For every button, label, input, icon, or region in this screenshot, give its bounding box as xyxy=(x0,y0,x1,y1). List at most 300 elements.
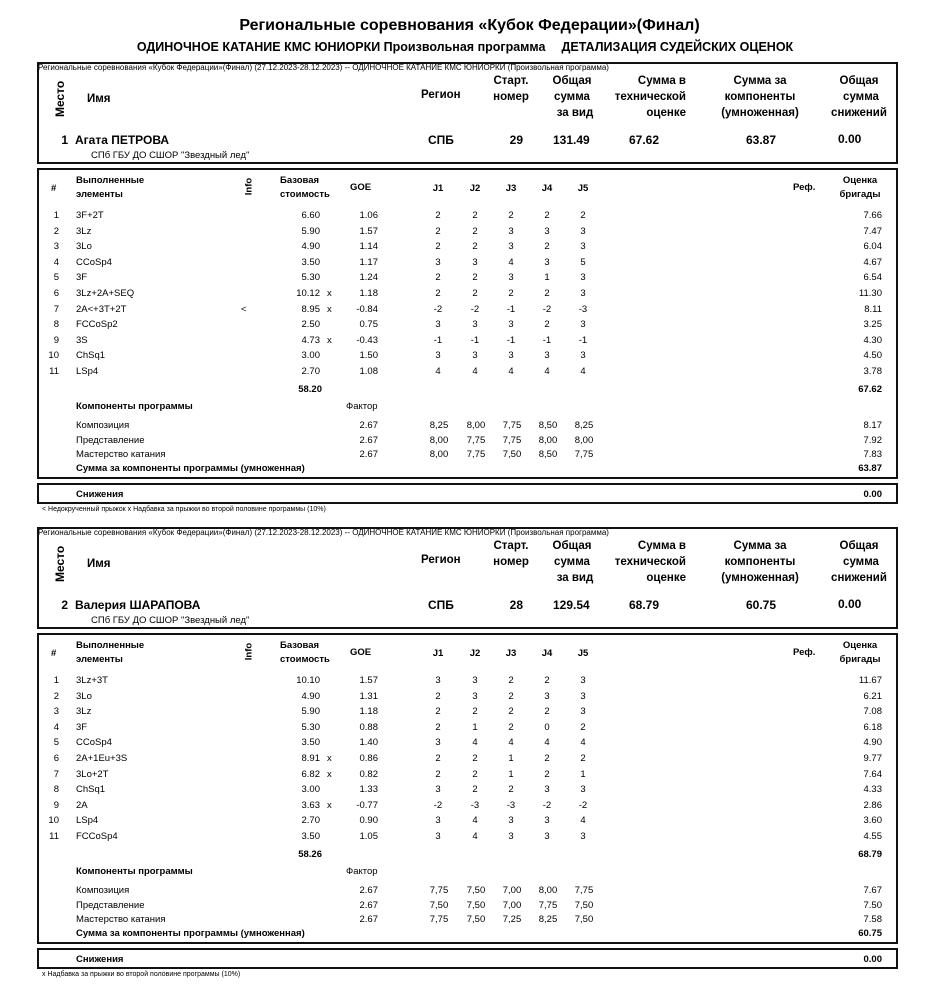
component-judge-score: 7,25 xyxy=(502,914,522,925)
judge-score: 4 xyxy=(472,366,478,377)
judge-score: 3 xyxy=(472,319,478,330)
element-no: 11 xyxy=(49,831,59,842)
base-value-total: 58.26 xyxy=(298,849,322,860)
element-goe: 1.33 xyxy=(359,784,378,795)
col-base-header: стоимость xyxy=(280,654,330,665)
component-panel-score: 7.83 xyxy=(863,449,882,460)
element-bonus-mark: x xyxy=(327,304,332,315)
component-judge-score: 7,75 xyxy=(429,914,449,925)
element-no: 9 xyxy=(53,800,59,811)
component-name: Мастерство катания xyxy=(76,449,166,460)
footnote-legend: < Недокрученный прыжок x Надбавка за прыжки во второй половине программы (10%) xyxy=(42,506,326,513)
element-no: 4 xyxy=(53,257,59,268)
component-panel-score: 7.58 xyxy=(863,914,882,925)
element-no: 1 xyxy=(53,210,59,221)
element-goe: -0.84 xyxy=(356,304,378,315)
skater-place: 1 xyxy=(61,133,68,147)
judge-score: 3 xyxy=(580,272,586,283)
judge-score: 2 xyxy=(508,288,514,299)
judge-score: 4 xyxy=(508,366,514,377)
judge-score: 3 xyxy=(508,350,514,361)
col-base-header: Базовая xyxy=(280,175,320,186)
element-name: 2A+1Eu+3S xyxy=(76,753,128,764)
element-name: 3Lz xyxy=(76,226,92,237)
component-panel-score: 7.50 xyxy=(863,899,882,911)
skater-place: 2 xyxy=(61,598,68,612)
total-header: Общая xyxy=(552,540,592,552)
element-base-value: 4.90 xyxy=(301,691,320,702)
judge-score: 2 xyxy=(435,753,441,764)
col-elements-header: Выполненные xyxy=(76,640,145,651)
element-base-value: 5.90 xyxy=(301,706,320,717)
element-name: LSp4 xyxy=(76,815,99,826)
judge-score: 4 xyxy=(580,815,586,826)
element-panel-score: 4.33 xyxy=(863,784,882,795)
col-goe-header: GOE xyxy=(350,182,372,193)
element-no: 4 xyxy=(53,722,59,733)
factor-header: Фактор xyxy=(346,866,378,877)
component-row xyxy=(0,900,939,914)
total-header: сумма xyxy=(554,556,590,568)
judge-header: J1 xyxy=(432,648,444,659)
col-panel-header: бригады xyxy=(839,189,881,200)
element-goe: 1.08 xyxy=(359,366,378,377)
judge-header: J2 xyxy=(469,183,481,194)
element-panel-score: 3.25 xyxy=(863,319,882,330)
judge-score: 1 xyxy=(544,272,550,283)
component-judge-score: 8,50 xyxy=(538,420,558,431)
component-row xyxy=(0,420,939,434)
deductions-header: Общая xyxy=(839,540,879,552)
col-panel-header: Оценка xyxy=(842,175,878,186)
element-name: 2A xyxy=(76,800,88,811)
component-judge-score: 8,25 xyxy=(574,420,594,431)
element-bonus-mark: x xyxy=(327,753,332,764)
skater-region: СПБ xyxy=(428,133,454,147)
component-factor: 2.67 xyxy=(359,914,378,925)
element-panel-score: 11.67 xyxy=(858,675,882,686)
element-no: 1 xyxy=(53,675,59,686)
deductions-value: 0.00 xyxy=(863,954,882,965)
element-goe: 1.57 xyxy=(359,675,378,686)
element-goe: 1.24 xyxy=(359,272,378,283)
component-judge-score: 7,75 xyxy=(502,434,522,446)
element-no: 8 xyxy=(53,319,59,330)
judge-score: 2 xyxy=(435,722,441,733)
judge-score: 4 xyxy=(580,366,586,377)
judge-score: 3 xyxy=(544,350,550,361)
skater-name: Агата ПЕТРОВА xyxy=(75,133,170,147)
judge-header: J4 xyxy=(541,648,553,659)
judge-score: 4 xyxy=(544,737,550,748)
judge-score: -3 xyxy=(506,800,516,811)
element-goe: 1.40 xyxy=(359,737,378,748)
element-base-value: 3.50 xyxy=(301,737,320,748)
judge-score: 2 xyxy=(580,722,586,733)
footnote-legend: x Надбавка за прыжки во второй половине программы (10%) xyxy=(42,971,241,978)
element-name: LSp4 xyxy=(76,366,99,377)
element-base-value: 2.70 xyxy=(301,815,320,826)
name-header: Имя xyxy=(87,93,111,105)
tes-header: оценке xyxy=(646,107,686,119)
judge-score: 2 xyxy=(508,210,514,221)
skater-club: СПб ГБУ ДО СШОР "Звездный лед" xyxy=(91,150,250,161)
judge-score: 3 xyxy=(508,241,514,252)
judge-score: 2 xyxy=(544,675,550,686)
element-no: 6 xyxy=(53,753,59,764)
element-name: 3Lo xyxy=(76,241,92,252)
element-goe: 1.18 xyxy=(359,288,378,299)
element-name: ChSq1 xyxy=(76,350,106,361)
element-bonus-mark: x xyxy=(327,800,332,811)
tes-header: Сумма в xyxy=(637,540,686,552)
element-base-value: 4.73 xyxy=(301,335,320,346)
judge-score: 2 xyxy=(508,784,514,795)
tes-total: 68.79 xyxy=(858,849,882,860)
element-panel-score: 7.08 xyxy=(863,706,882,717)
components-sum-label: Сумма за компоненты программы (умноженная) xyxy=(76,928,305,939)
col-ref-header: Реф. xyxy=(793,182,816,193)
component-judge-score: 7,75 xyxy=(574,885,594,896)
judge-score: 2 xyxy=(544,319,550,330)
judge-score: 2 xyxy=(472,753,478,764)
judge-score: 2 xyxy=(435,210,441,221)
place-header: Место xyxy=(53,80,67,117)
judge-score: 3 xyxy=(544,815,550,826)
pcs-header: (умноженная) xyxy=(721,572,799,584)
component-judge-score: 7,50 xyxy=(502,449,522,460)
component-judge-score: 7,75 xyxy=(538,899,558,911)
judge-score: 3 xyxy=(435,350,441,361)
place-header: Место xyxy=(53,545,67,582)
subtitle-detail: ДЕТАЛИЗАЦИЯ СУДЕЙСКИХ ОЦЕНОК xyxy=(561,40,794,54)
component-factor: 2.67 xyxy=(359,885,378,896)
judge-score: 2 xyxy=(472,241,478,252)
element-name: CCoSp4 xyxy=(76,257,112,268)
judge-score: 2 xyxy=(472,288,478,299)
deductions-header: сумма xyxy=(843,556,879,568)
element-name: 3F xyxy=(76,272,88,283)
component-name: Представление xyxy=(76,899,145,911)
pcs-header: (умноженная) xyxy=(721,107,799,119)
element-base-value: 10.10 xyxy=(296,675,320,686)
judge-header: J1 xyxy=(432,183,444,194)
deductions-label: Снижения xyxy=(76,489,124,500)
element-base-value: 6.82 xyxy=(301,769,320,780)
skater-pcs: 63.87 xyxy=(746,133,777,147)
judge-score: 3 xyxy=(580,784,586,795)
component-row xyxy=(0,914,939,928)
judge-score: 4 xyxy=(472,737,478,748)
skater-pcs: 60.75 xyxy=(746,598,777,612)
component-judge-score: 7,75 xyxy=(502,420,522,431)
judge-header: J3 xyxy=(505,183,517,194)
element-no: 11 xyxy=(49,366,59,377)
event-line: Региональные соревнования «Кубок Федерации»(Финал) (27.12.2023-28.12.2023) -- ОДИНОЧНОЕ КАТАНИЕ КМС ЮНИОРКИ (Произвольная программа) xyxy=(38,528,609,537)
judge-score: 2 xyxy=(508,675,514,686)
name-header: Имя xyxy=(87,558,111,570)
component-judge-score: 8,00 xyxy=(466,420,486,431)
judge-score: 4 xyxy=(508,737,514,748)
judge-score: -1 xyxy=(542,335,552,346)
element-goe: 1.57 xyxy=(359,226,378,237)
element-no: 5 xyxy=(53,737,59,748)
element-panel-score: 8.11 xyxy=(864,304,882,315)
element-goe: 1.05 xyxy=(359,831,378,842)
judge-score: 3 xyxy=(508,815,514,826)
judge-score: 3 xyxy=(435,831,441,842)
component-name: Композиция xyxy=(76,420,130,431)
judge-score: -2 xyxy=(433,304,443,315)
judge-score: -1 xyxy=(506,304,516,315)
start-no-header: номер xyxy=(493,91,529,103)
skater-name: Валерия ШАРАПОВА xyxy=(75,598,201,612)
start-no-header: Старт. xyxy=(493,75,529,87)
judge-score: 2 xyxy=(472,210,478,221)
skater-deductions: 0.00 xyxy=(838,597,862,611)
component-judge-score: 7,75 xyxy=(466,449,486,460)
judge-score: 3 xyxy=(544,257,550,268)
judge-score: 2 xyxy=(508,722,514,733)
judge-score: -1 xyxy=(506,335,516,346)
judge-score: 2 xyxy=(435,769,441,780)
skater-region: СПБ xyxy=(428,598,454,612)
element-base-value: 10.12 xyxy=(296,288,320,299)
judge-score: 3 xyxy=(435,737,441,748)
component-judge-score: 8,00 xyxy=(574,434,594,446)
element-panel-score: 4.90 xyxy=(863,737,882,748)
col-info-header: Info xyxy=(243,642,255,661)
judge-score: 2 xyxy=(472,226,478,237)
judge-header: J4 xyxy=(541,183,553,194)
judge-score: 0 xyxy=(544,722,550,733)
factor-header: Фактор xyxy=(346,401,378,412)
component-panel-score: 7.67 xyxy=(863,885,882,896)
judge-score: 2 xyxy=(472,784,478,795)
judge-score: 3 xyxy=(544,691,550,702)
element-goe: -0.77 xyxy=(356,800,378,811)
element-panel-score: 4.67 xyxy=(863,257,882,268)
component-panel-score: 7.92 xyxy=(863,434,882,446)
skater-total: 131.49 xyxy=(553,133,590,147)
element-no: 6 xyxy=(53,288,59,299)
skater-block xyxy=(0,465,939,978)
element-row xyxy=(0,366,939,385)
judge-score: 3 xyxy=(580,350,586,361)
judge-score: 2 xyxy=(544,210,550,221)
element-name: 3Lz xyxy=(76,706,92,717)
judge-score: 1 xyxy=(508,753,514,764)
judge-score: 3 xyxy=(544,831,550,842)
element-name: ChSq1 xyxy=(76,784,106,795)
element-goe: 0.88 xyxy=(359,722,378,733)
subtitle-event: ОДИНОЧНОЕ КАТАНИЕ КМС ЮНИОРКИ Произвольная программа xyxy=(136,40,546,54)
judge-header: J5 xyxy=(577,648,589,659)
judge-score: -1 xyxy=(433,335,443,346)
judge-score: 3 xyxy=(472,675,478,686)
judge-score: 3 xyxy=(580,319,586,330)
element-panel-score: 11.30 xyxy=(858,288,882,299)
total-header: за вид xyxy=(556,572,594,584)
skater-start-no: 28 xyxy=(509,598,523,612)
judge-score: -2 xyxy=(578,800,588,811)
judge-score: 3 xyxy=(580,706,586,717)
judge-score: 3 xyxy=(472,691,478,702)
element-name: 3Lo xyxy=(76,691,92,702)
judge-score: 3 xyxy=(435,815,441,826)
element-goe: 1.18 xyxy=(359,706,378,717)
region-header: Регион xyxy=(421,554,461,566)
element-goe: 1.31 xyxy=(359,691,378,702)
judge-score: 2 xyxy=(580,210,586,221)
judge-score: 2 xyxy=(544,241,550,252)
element-panel-score: 3.78 xyxy=(863,366,882,377)
element-no: 10 xyxy=(48,350,59,361)
col-info-header: Info xyxy=(243,177,255,196)
judge-score: 2 xyxy=(435,691,441,702)
judge-score: -1 xyxy=(578,335,588,346)
element-base-value: 3.50 xyxy=(301,831,320,842)
col-panel-header: бригады xyxy=(839,654,881,665)
judge-header: J3 xyxy=(505,648,517,659)
component-judge-score: 7,50 xyxy=(429,899,449,911)
element-name: FCCoSp4 xyxy=(76,831,118,842)
judge-score: 2 xyxy=(580,753,586,764)
judge-score: 3 xyxy=(580,226,586,237)
element-name: 3S xyxy=(76,335,88,346)
component-factor: 2.67 xyxy=(359,449,378,460)
judge-score: 4 xyxy=(544,366,550,377)
col-panel-header: Оценка xyxy=(842,640,878,651)
judge-score: 3 xyxy=(580,691,586,702)
element-name: 2A<+3T+2T xyxy=(76,304,127,315)
total-header: за вид xyxy=(556,107,594,119)
element-name: 3F xyxy=(76,722,88,733)
component-row xyxy=(0,449,939,463)
deductions-box xyxy=(37,948,898,969)
judge-score: -3 xyxy=(470,800,480,811)
element-name: 3Lo+2T xyxy=(76,769,109,780)
component-judge-score: 8,00 xyxy=(429,434,449,446)
element-panel-score: 6.21 xyxy=(863,691,882,702)
component-row xyxy=(0,435,939,449)
element-base-value: 2.70 xyxy=(301,366,320,377)
judge-score: 5 xyxy=(580,257,586,268)
page-title: Региональные соревнования «Кубок Федерации»(Финал) xyxy=(239,17,700,34)
element-panel-score: 7.47 xyxy=(863,226,882,237)
judge-score: -2 xyxy=(470,304,480,315)
tes-total: 67.62 xyxy=(858,384,882,395)
judge-score: 3 xyxy=(472,257,478,268)
element-goe: 0.82 xyxy=(359,769,378,780)
component-judge-score: 7,50 xyxy=(466,899,486,911)
tes-header: оценке xyxy=(646,572,686,584)
judge-score: 1 xyxy=(580,769,586,780)
element-base-value: 4.90 xyxy=(301,241,320,252)
component-judge-score: 8,25 xyxy=(538,914,558,925)
judge-score: 4 xyxy=(472,831,478,842)
component-judge-score: 8,00 xyxy=(538,885,558,896)
element-bonus-mark: x xyxy=(327,769,332,780)
col-elements-header: элементы xyxy=(76,189,123,200)
pcs-header: компоненты xyxy=(724,556,796,568)
components-sum-value: 63.87 xyxy=(858,463,882,474)
skater-start-no: 29 xyxy=(509,133,523,147)
components-header: Компоненты программы xyxy=(76,866,193,877)
component-judge-score: 7,50 xyxy=(466,885,486,896)
col-elements-header: Выполненные xyxy=(76,175,145,186)
judge-score: 3 xyxy=(580,241,586,252)
component-name: Композиция xyxy=(76,885,130,896)
skater-deductions: 0.00 xyxy=(838,132,862,146)
element-panel-score: 7.64 xyxy=(863,769,882,780)
col-goe-header: GOE xyxy=(350,647,372,658)
element-base-value: 5.90 xyxy=(301,226,320,237)
pcs-header: Сумма за xyxy=(733,75,787,87)
judge-score: 3 xyxy=(508,319,514,330)
judge-score: 2 xyxy=(435,241,441,252)
judge-score: 3 xyxy=(544,784,550,795)
element-base-value: 3.63 xyxy=(301,800,320,811)
element-name: CCoSp4 xyxy=(76,737,112,748)
start-no-header: Старт. xyxy=(493,540,529,552)
element-goe: 0.90 xyxy=(359,815,378,826)
component-judge-score: 7,50 xyxy=(574,899,594,911)
element-info: < xyxy=(241,304,247,315)
total-header: Общая xyxy=(552,75,592,87)
component-panel-score: 8.17 xyxy=(863,420,882,431)
skater-tes: 67.62 xyxy=(629,133,660,147)
judge-score: 2 xyxy=(435,706,441,717)
element-base-value: 5.30 xyxy=(301,272,320,283)
element-goe: 1.14 xyxy=(359,241,378,252)
component-judge-score: 7,50 xyxy=(574,914,594,925)
component-factor: 2.67 xyxy=(359,899,378,911)
element-goe: 1.50 xyxy=(359,350,378,361)
tes-header: технической xyxy=(614,556,686,568)
element-no: 3 xyxy=(53,706,59,717)
component-judge-score: 7,75 xyxy=(574,449,594,460)
element-base-value: 3.50 xyxy=(301,257,320,268)
judge-score: 3 xyxy=(508,226,514,237)
element-goe: 0.75 xyxy=(359,319,378,330)
element-base-value: 3.00 xyxy=(301,350,320,361)
element-base-value: 2.50 xyxy=(301,319,320,330)
element-panel-score: 2.86 xyxy=(863,800,882,811)
component-row xyxy=(0,885,939,899)
element-no: 7 xyxy=(53,304,59,315)
component-factor: 2.67 xyxy=(359,420,378,431)
element-panel-score: 7.66 xyxy=(863,210,882,221)
element-base-value: 3.00 xyxy=(301,784,320,795)
element-panel-score: 3.60 xyxy=(863,815,882,826)
col-base-header: Базовая xyxy=(280,640,320,651)
element-name: 3Lz+2A+SEQ xyxy=(76,288,135,299)
component-name: Мастерство катания xyxy=(76,914,166,925)
element-name: FCCoSp2 xyxy=(76,319,118,330)
judge-score: 2 xyxy=(508,706,514,717)
col-ref-header: Реф. xyxy=(793,647,816,658)
judge-score: 3 xyxy=(435,784,441,795)
component-judge-score: 8,25 xyxy=(429,420,449,431)
judge-score: -2 xyxy=(542,304,552,315)
judge-score: 1 xyxy=(472,722,478,733)
component-judge-score: 7,75 xyxy=(466,434,486,446)
judge-score: -1 xyxy=(470,335,480,346)
judge-score: 2 xyxy=(544,769,550,780)
element-base-value: 8.95 xyxy=(301,304,320,315)
skater-club: СПб ГБУ ДО СШОР "Звездный лед" xyxy=(91,615,250,626)
